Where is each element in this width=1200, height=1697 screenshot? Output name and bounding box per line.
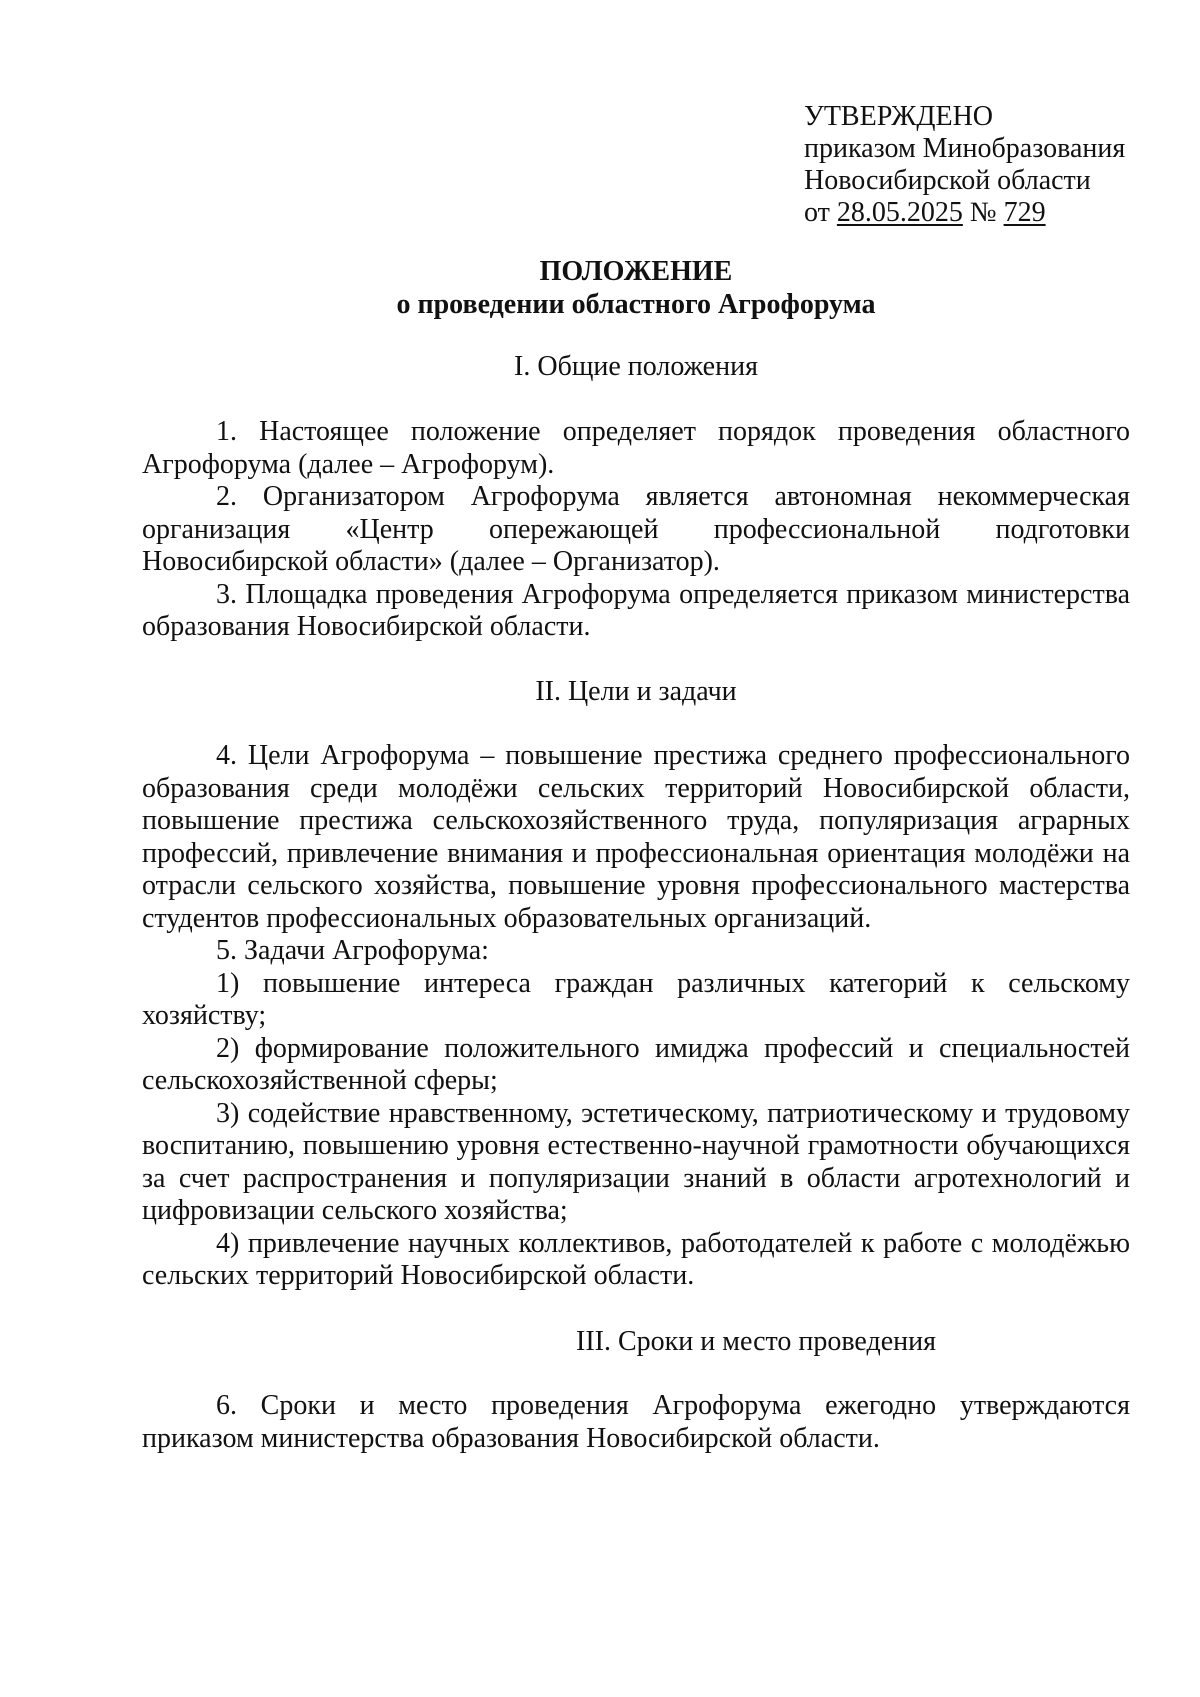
section-1-body bbox=[142, 416, 1130, 644]
list-item-1: 1) повышение интереса граждан различных категорий к сельскому хозяйству; bbox=[142, 967, 1130, 1031]
approval-line-3: Новосибирской области bbox=[804, 165, 1091, 196]
paragraph-2: 2. Организатором Агрофорума является автономная некоммерческая организация «Центр опережающей профессиональной подготовки Новосибирской области» (далее – Организатор). bbox=[142, 481, 1130, 577]
section-3-heading: III. Сроки и место проведения bbox=[576, 1326, 936, 1357]
approval-number: 729 bbox=[1003, 197, 1046, 228]
list-item-3: 3) содействие нравственному, эстетическому, патриотическому и трудовому воспитанию, повышению уровня естественно-научной грамотности обучающихся за счет распространения и популяризации знаний в области агротехнологий и цифровизации сельского хозяйства; bbox=[142, 1097, 1130, 1226]
section-1-heading: I. Общие положения bbox=[514, 351, 758, 382]
paragraph-1: 1. Настоящее положение определяет порядок проведения областного Агрофорума (далее – Агрофорум). bbox=[142, 416, 1130, 480]
paragraph-4: 4. Цели Агрофорума – повышение престижа среднего профессионального образования среди молодёжи сельских территорий Новосибирской области, повышение престижа сельскохозяйственного труда, популяризация аграрных профессий, привлечение внимания и профессиональная ориентация молодёжи на отрасли сельского хозяйства, повышение уровня профессионального мастерства студентов профессиональных образовательных организаций. bbox=[142, 740, 1130, 934]
document-title bbox=[142, 255, 1130, 321]
paragraph-6: 6. Сроки и место проведения Агрофорума ежегодно утверждаются приказом министерства образования Новосибирской области. bbox=[142, 1390, 1130, 1454]
document-heading: ПОЛОЖЕНИЕ bbox=[539, 256, 733, 287]
section-2-body bbox=[142, 740, 1130, 1293]
paragraph-5: 5. Задачи Агрофорума: bbox=[216, 935, 489, 966]
approval-date-line bbox=[804, 197, 1184, 229]
approval-number-prefix: № bbox=[969, 197, 997, 228]
approval-line-1: УТВЕРЖДЕНО bbox=[804, 101, 994, 132]
section-2-heading: II. Цели и задачи bbox=[535, 676, 737, 707]
approval-line-2: приказом Минобразования bbox=[804, 133, 1126, 164]
approval-date-prefix: от bbox=[804, 197, 830, 228]
section-3-body bbox=[142, 1390, 1130, 1455]
paragraph-3: 3. Площадка проведения Агрофорума определяется приказом министерства образования Новосибирской области. bbox=[142, 578, 1130, 642]
list-item-4: 4) привлечение научных коллективов, работодателей к работе с молодёжью сельских территорий Новосибирской области. bbox=[142, 1227, 1130, 1291]
document-subheading: о проведении областного Агрофорума bbox=[396, 289, 876, 320]
approval-stamp bbox=[804, 101, 1184, 229]
list-item-2: 2) формирование положительного имиджа профессий и специальностей сельскохозяйственной сферы; bbox=[142, 1032, 1130, 1096]
approval-date: 28.05.2025 bbox=[836, 197, 963, 228]
